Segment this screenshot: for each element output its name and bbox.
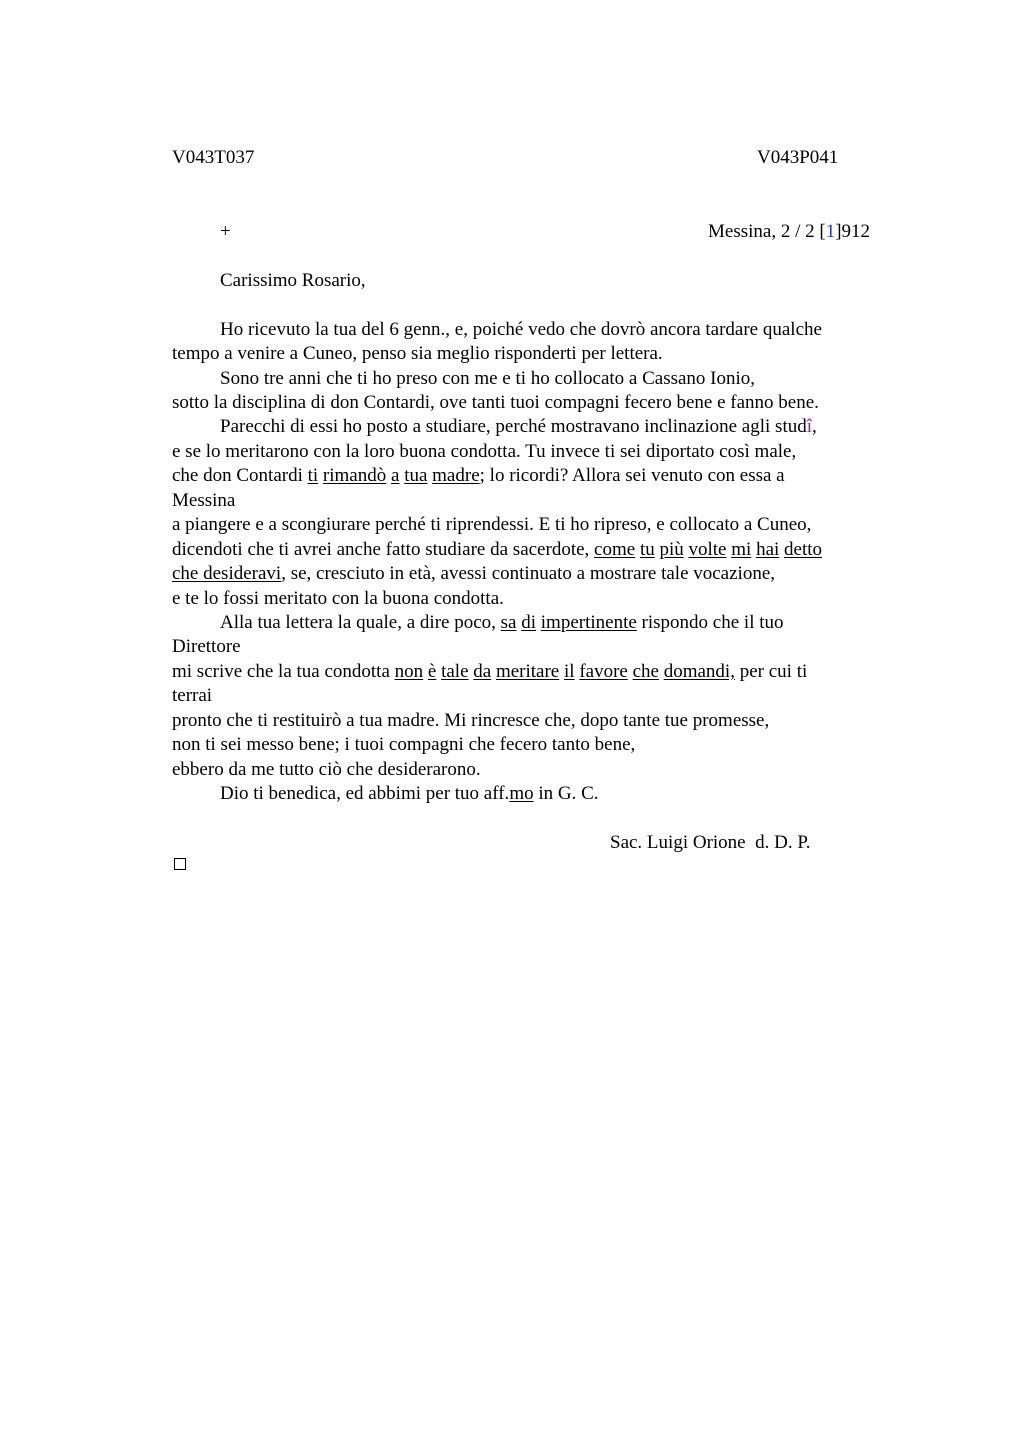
underlined-word: rimandò [322,465,387,486]
body-line-7 [172,464,785,488]
underlined-word: come [594,539,636,560]
underlined-word: mi [731,539,752,560]
line-11-post: , se, cresciuto in età, avessi continuato a mostrare tale vocazione, [281,563,776,584]
body-line-12: e te lo fossi meritato con la buona condotta. [172,588,504,609]
body-line-18: non ti sei messo bene; i tuoi compagni che fecero tanto bene, [172,734,636,755]
document-code-left: V043T037 [172,147,255,168]
document-code-right: V043P041 [757,147,839,168]
line-10-pre: dicendoti che ti avrei anche fatto studiare da sacerdote, [172,539,595,560]
body-line-11 [172,562,775,586]
body-line-20 [220,782,599,806]
body-line-13 [220,611,784,635]
accent-mark: î [806,416,812,437]
body-line-15 [172,660,807,684]
line-5-comma: , [812,416,817,437]
underlined-word: impertinente [540,612,637,633]
date-bracket-digit: 1 [825,221,836,242]
body-line-2: tempo a venire a Cuneo, penso sia meglio risponderti per lettera. [172,343,663,364]
body-line-19: ebbero da me tutto ciò che desiderarono. [172,759,481,780]
underlined-word: hai [756,539,780,560]
line-20-pre: Dio ti benedica, ed abbimi per tuo aff. [220,783,510,804]
underlined-word: domandi, [663,661,735,682]
underlined-word: tua [404,465,428,486]
line-7-pre: che don Contardi [172,465,308,486]
underlined-word: tale [441,661,469,682]
greeting: Carissimo Rosario, [220,270,366,291]
signature: Sac. Luigi Orione d. D. P. [610,832,811,853]
underlined-word: di [521,612,537,633]
date-text-pre: Messina, 2 / 2 [ [708,221,826,242]
underlined-word: favore [579,661,628,682]
underlined-word: volte [688,539,727,560]
underlined-abbrev: mo [509,783,534,804]
body-line-10 [172,538,822,562]
body-line-9: a piangere e a scongiurare perché ti riprendessi. E ti ho ripreso, e collocato a Cuneo, [172,514,812,535]
underlined-word: il [564,661,575,682]
body-line-5 [220,415,817,439]
line-13-post: rispondo che il tuo [636,612,784,633]
underlined-word: sa [500,612,517,633]
body-line-8: Messina [172,490,236,511]
underlined-word: a [391,465,400,486]
line-13-pre: Alla tua lettera la quale, a dire poco, [220,612,501,633]
body-line-16: terrai [172,685,213,706]
underlined-word: madre [432,465,480,486]
underlined-word: ti [307,465,319,486]
body-line-17: pronto che ti restituirò a tua madre. Mi rincresce che, dopo tante tue promesse, [172,710,770,731]
date-text-post: ]912 [835,221,871,242]
body-line-14: Direttore [172,636,241,657]
line-15-pre: mi scrive che la tua condotta [172,661,395,682]
underlined-word: da [473,661,492,682]
underlined-phrase: che desideravi [172,563,282,584]
line-5-text: Parecchi di essi ho posto a studiare, perché mostravano inclinazione agli stud [220,416,807,437]
body-line-4: sotto la disciplina di don Contardi, ove tanti tuoi compagni fecero bene e fanno bene. [172,392,819,413]
line-15-post: per cui ti [734,661,808,682]
underlined-word: meritare [495,661,560,682]
underlined-word: detto [784,539,823,560]
underlined-word: tu [639,539,655,560]
underlined-word: è [427,661,437,682]
underlined-word: non [394,661,424,682]
line-7-post: ; lo ricordi? Allora sei venuto con essa a [479,465,785,486]
cross-symbol: + [220,221,231,242]
underlined-word: che [632,661,659,682]
line-20-post: in G. C. [533,783,599,804]
checkbox-square[interactable] [174,858,186,870]
dateline [708,220,870,244]
underlined-word: più [659,539,684,560]
body-line-6: e se lo meritarono con la loro buona condotta. Tu invece ti sei diportato così male, [172,441,797,462]
body-line-3: Sono tre anni che ti ho preso con me e ti ho collocato a Cassano Ionio, [220,368,756,389]
body-line-1: Ho ricevuto la tua del 6 genn., e, poiché vedo che dovrò ancora tardare qualche [220,319,822,340]
